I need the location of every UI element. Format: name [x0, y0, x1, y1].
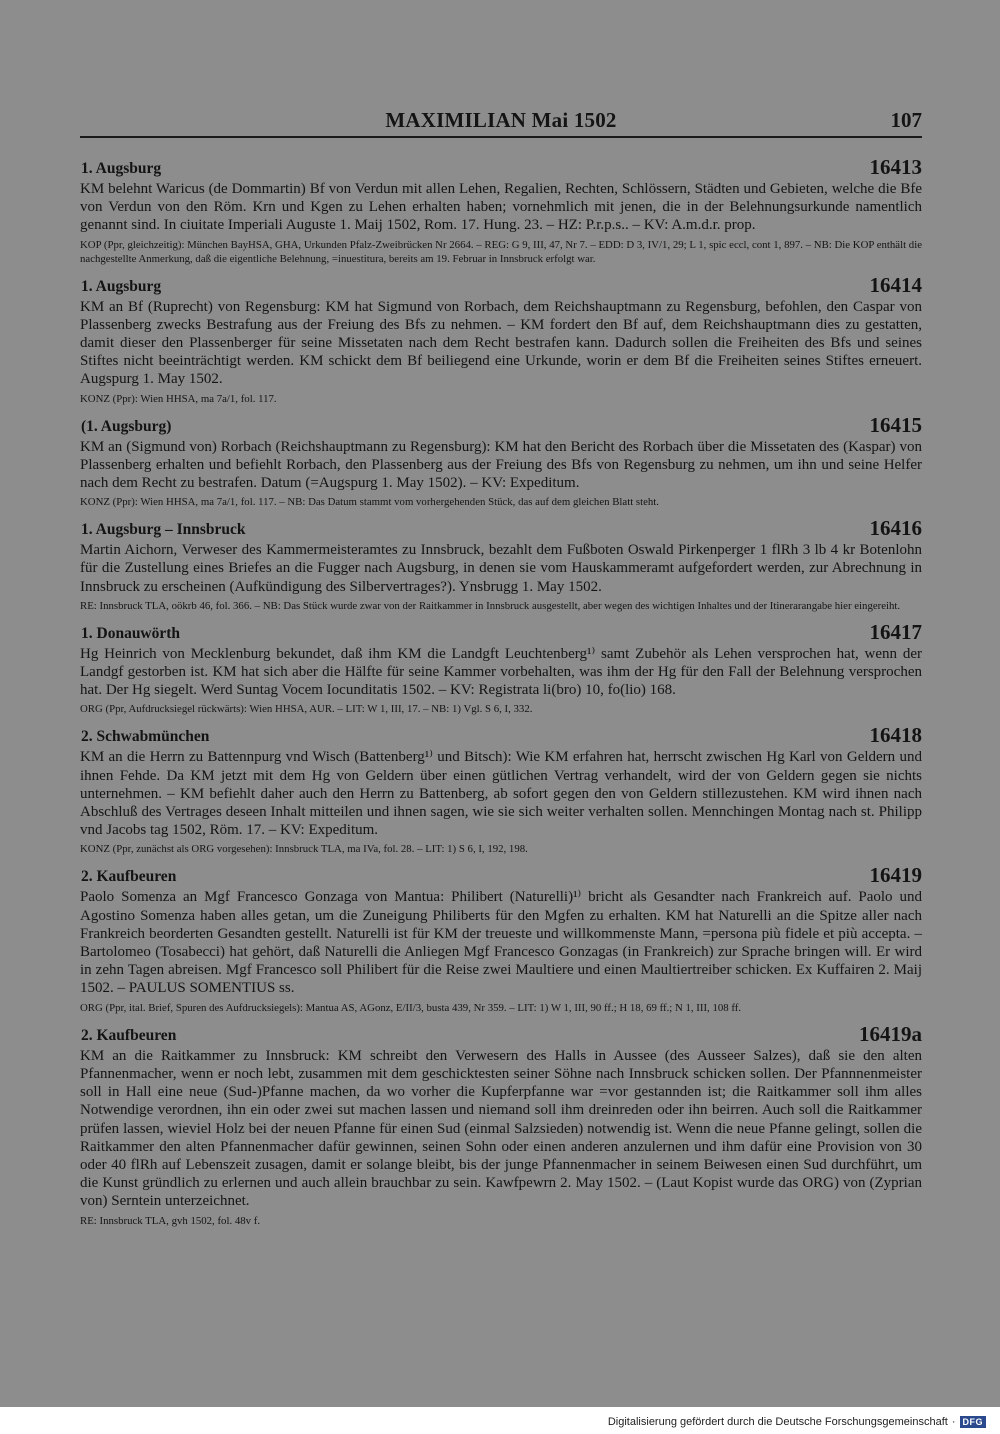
page-number: 107: [890, 108, 922, 132]
regest-entry: [80, 724, 922, 856]
entry-number: 16416: [869, 516, 922, 541]
entry-number: 16417: [869, 619, 922, 644]
regest-entry: [80, 274, 922, 406]
entry-text: KM an (Sigmund von) Rorbach (Reichshauptmann zu Regensburg): KM hat den Bericht des Rorbach über die Missetaten des (Kaspar) von Plassenberg erhalten und befiehlt Rorbach, den Plassenberg aus der Freiung des Bfs von Regensburg zu nehmen, um ihn und seine Helfer nach dem Recht zu bestrafen. Datum (=Augspurg 1. May 1502). – KV: Expeditum.: [80, 438, 922, 492]
entry-place: (1. Augsburg): [81, 417, 172, 435]
entry-head: [80, 1023, 922, 1047]
regest-entry: [80, 1023, 922, 1228]
dfg-logo: DFG: [960, 1416, 987, 1428]
entry-text: KM an die Raitkammer zu Innsbruck: KM schreibt den Verwesern des Halls in Aussee (des Ausseer Salzes), daß sie den alten Pfannenmacher, wenn er noch lebt, zusammen mit dem geschicktesten seiner Söhne nach Innsbruck schicken sollen. Der Pfannnenmeister soll in Hall eine neue (Sud-)Pfanne machen, da wo vorher die Kupferpfanne war =vor gestannden ist; die Raitkammer soll ihm alles Notwendige verordnen, ihn ein oder zwei sut machen lassen und niemand soll ihm dreinreden oder ihn beirren. Auch soll die Raitkammer prüfen lassen, wieviel Holz bei der neuen Pfanne für einen Sud (einmal Salzsieden) notwendig ist. Wenn die neue Pfanne gelingt, sollen die Raitkammer den alten Pfannenmacher dafür gewinnen, seinen Sohn oder einen anderen anzulernen und ihm dafür eine Provision von 30 oder 40 flRh auf Lebenszeit zusagen, damit er solange bleibt, bis der junge Pfannenmacher in seinem Beiwesen einen Sud durchführt, um die Kunst gründlich zu erlernen und auch allein brauchbar zu sein. Kawfpewrn 2. May 1502. – (Laut Kopist wurde das ORG) von (Zyprian von) Serntein unterzeichnet.: [80, 1047, 922, 1210]
footer-text: Digitalisierung gefördert durch die Deutsche Forschungsgemeinschaft: [607, 1416, 948, 1428]
entry-head: [80, 621, 922, 645]
entry-place: 1. Augsburg: [81, 160, 162, 177]
entry-place: 1. Augsburg: [81, 277, 162, 295]
entry-head: [80, 517, 922, 541]
entry-head: [80, 414, 922, 438]
entry-number: 16418: [869, 723, 922, 748]
regest-entry: [80, 621, 922, 717]
page-header: [80, 108, 922, 138]
entry-head: [80, 724, 922, 748]
regest-list: [80, 156, 922, 1236]
entry-text: KM an die Herrn zu Battennpurg vnd Wisch (Battenberg¹⁾ und Bitsch): Wie KM erfahren hat, herrscht zwischen Hg Karl von Geldern und ihnen Fehde. Da KM jetzt mit dem Hg von Geldern über einen gütlichen Vertrag verhandelt, wird der von Geldern gegen sie nichts unternehmen. – KM befiehlt daher auch den Herrn zu Battenberg, ab sofort gegen den von Geldern stillezustehen. KM wird ihnen nach Abschluß des Vertrages deseen Inhalt mitteilen und ihnen sagen, wie sie sich weiter verhalten sollen. Mennchingen Montag nach st. Philipp vnd Jacobs tag 1502, Röm. 17. – KV: Expeditum.: [80, 749, 922, 839]
entry-note: KOP (Ppr, gleichzeitig): München BayHSA, GHA, Urkunden Pfalz-Zweibrücken Nr 2664. – REG: G 9, III, 47, Nr 7. – EDD: D 3, IV/1, 29; L 1, spic eccl, cont 1, 897. – NB: Die KOP enthält die nachgestellte Anmerkung, daß die eigentliche Belehnung, =inuestitura, bereits am 19. Februar in Innsbruck erfolgt war.: [80, 238, 922, 265]
entry-number: 16419a: [859, 1021, 922, 1046]
entry-text: Paolo Somenza an Mgf Francesco Gonzaga von Mantua: Philibert (Naturelli)¹⁾ bricht als Gesandter nach Frankreich auf. Paolo und Agostino Somenza haben alles getan, um die Zuneigung Philiberts für den Mgfen zu erhalten. KM hat Naturelli an die Spitze aller nach Frankreich beorderten Gesandten gestellt. Naturelli ist für KM der treueste und willkommenste Mann, =persona più fidele et più accepta. – Bartolomeo (Tosabecci) hat gehört, daß Naturelli die Anliegen Mgf Francesco Gonzagas (in Frankreich) zur Sprache bringen will. Er wird in zehn Tagen abreisen. Mgf Francesco soll Philibert für die Reise zwei Maultiere und einen Maultiertreiber schicken. Ex Kuffairen 2. Maij 1502. – PAULUS SOMENTIUS ss.: [80, 889, 922, 997]
entry-number: 16413: [869, 155, 922, 179]
regest-entry: [80, 156, 922, 266]
entry-text: Hg Heinrich von Mecklenburg bekundet, daß ihm KM die Landgft Leuchtenberg¹⁾ samt Zubehör als Lehen versprochen hat, wenn der Landgf gestorben ist. KM hat sich aber die Hälfte für seine Kammer vorbehalten, was ihm der Hg für den Fall der Belehnung versprochen hat. Der Hg siegelt. Werd Suntag Vocem Iocunditatis 1502. – KV: Registrata li(bro) 10, fo(lio) 168.: [80, 645, 922, 699]
entry-note: ORG (Ppr, Aufdrucksiegel rückwärts): Wien HHSA, AUR. – LIT: W 1, III, 17. – NB: 1) Vgl. S 6, I, 332.: [80, 703, 533, 716]
regest-entry: [80, 517, 922, 613]
entry-place: 1. Donauwörth: [81, 624, 181, 642]
entry-note: ORG (Ppr, ital. Brief, Spuren des Aufdrucksiegels): Mantua AS, AGonz, E/II/3, busta 439, Nr 359. – LIT: 1) W 1, III, 90 ff.; H 18, 69 ff.; N 1, III, 108 ff.: [80, 1001, 742, 1014]
entry-place: 2. Kaufbeuren: [81, 1026, 177, 1044]
running-title: MAXIMILIAN Mai 1502: [385, 108, 617, 132]
entry-place: 1. Augsburg – Innsbruck: [81, 521, 246, 539]
entry-number: 16419: [869, 863, 922, 888]
entry-head: [80, 274, 922, 298]
regest-entry: [80, 864, 922, 1014]
entry-place: 2. Kaufbeuren: [81, 868, 177, 886]
entry-text: KM belehnt Waricus (de Dommartin) Bf von Verdun mit allen Lehen, Regalien, Rechten, Schlössern, Städten und Gebieten, welche die Bfe von Verdun von den Röm. Krn und Kgen zu Lehen erhalten haben; vornehmlich mit jenen, die in der Belehnungsurkunde namentlich genannt sind. In ciuitate Imperiali Auguste 1. Maij 1502, Rom. 17. Hung. 23. – HZ: P.r.p.s.. – KV: A.m.d.r. prop.: [80, 181, 922, 234]
regest-entry: [80, 414, 922, 510]
entry-number: 16415: [869, 412, 922, 437]
entry-note: RE: Innsbruck TLA, oökrb 46, fol. 366. – NB: Das Stück wurde zwar von der Raitkammer in Innsbruck ausgestellt, aber wegen des wichtigen Inhaltes und der Itinerarangabe hier eingereiht.: [80, 599, 901, 612]
entry-place: 2. Schwabmünchen: [81, 728, 210, 746]
header-rule: [80, 136, 922, 138]
entry-head: [80, 156, 922, 180]
entry-note: KONZ (Ppr, zunächst als ORG vorgesehen): Innsbruck TLA, ma IVa, fol. 28. – LIT: 1) S 6, I, 192, 198.: [80, 843, 528, 856]
entry-note: RE: Innsbruck TLA, gvh 1502, fol. 48v f.: [80, 1214, 261, 1227]
entry-note: KONZ (Ppr): Wien HHSA, ma 7a/1, fol. 117. – NB: Das Datum stammt vom vorhergehenden Stück, das auf dem gleichen Blatt steht.: [80, 496, 659, 509]
entry-note: KONZ (Ppr): Wien HHSA, ma 7a/1, fol. 117.: [80, 392, 277, 405]
entry-number: 16414: [869, 272, 922, 297]
entry-text: KM an Bf (Ruprecht) von Regensburg: KM hat Sigmund von Rorbach, dem Reichshauptmann zu Regensburg, befohlen, den Caspar von Plassenberg zwecks Bestrafung aus der Freiung des Bfs zu nehmen. – KM fordert den Bf auf, dem Reichshauptmann dies zu gestatten, damit dieser den Plassenberger für seine Missetaten nach dem Recht bestrafen kann. Dadurch sollen die Freiheiten des Bfs und seines Stiftes nicht beeinträchtigt werden. KM schickt dem Bf beiliegend eine Urkunde, worin er dem Bf die Freiheiten seines Stiftes erneuert. Augspurg 1. May 1502.: [80, 298, 922, 388]
entry-text: Martin Aichorn, Verweser des Kammermeisteramtes zu Innsbruck, bezahlt dem Fußboten Oswald Pirkenperger 1 flRh 3 lb 4 kr Botenlohn für die Zustellung eines Briefes an die Fugger nach Augsburg, in denen sie vom Hauskammeramt aufgefordert werden, zur Abrechnung in Innsbruck zu erscheinen (Aufkündigung des Silbervertrages?). Ynsbrugg 1. May 1502.: [80, 542, 922, 595]
entry-head: [80, 864, 922, 888]
digitization-footer: Digitalisierung gefördert durch die Deutsche Forschungsgemeinschaft · DFG: [608, 1416, 986, 1428]
